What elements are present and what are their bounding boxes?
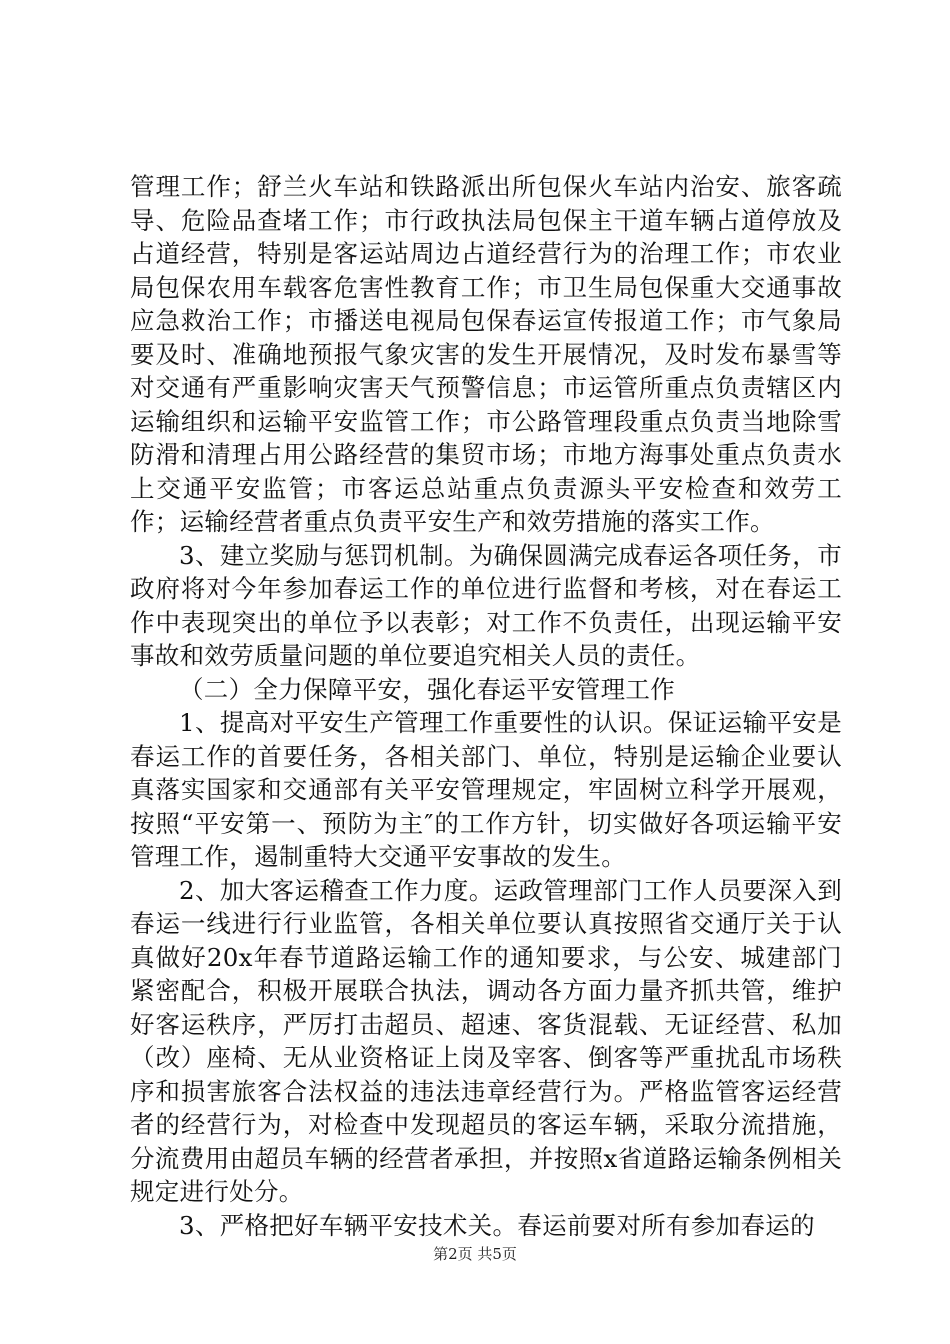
paragraph-inspection: 2、加大客运稽查工作力度。运政管理部门工作人员要深入到春运一线进行行业监管，各相关单位要认真按照省交通厅关于认真做好20x年春节道路运输工作的通知要求，与公安、城建部门紧密配合，积极开展联合执法，调动各方面力量齐抓共管，维护好客运秩序，严厉打击超员、超速、客货混载、无证经营、私加（改）座椅、无从业资格证上岗及宰客、倒客等严重扰乱市场秩序和损害旅客合法权益的违法违章经营行为。严格监管客运经营者的经营行为，对检查中发现超员的客运车辆，采取分流措施，分流费用由超员车辆的经营者承担，并按照x省道路运输条例相关规定进行处分。 — [130, 875, 842, 1206]
page-footer — [0, 1244, 950, 1264]
paragraph-reward-punishment: 3、建立奖励与惩罚机制。为确保圆满完成春运各项任务，市政府将对今年参加春运工作的单位进行监督和考核，对在春运工作中表现突出的单位予以表彰；对工作不负责任，出现运输平安事故和效劳质量问题的单位要追究相关人员的责任。 — [130, 540, 842, 670]
paragraph-safety-awareness: 1、提高对平安生产管理工作重要性的认识。保证运输平安是春运工作的首要任务，各相关部门、单位，特别是运输企业要认真落实国家和交通部有关平安管理规定，牢固树立科学开展观，按照“平安第一、预防为主″的工作方针，切实做好各项运输平安管理工作，遏制重特大交通平安事故的发生。 — [130, 708, 842, 871]
paragraph-vehicle-safety: 3、严格把好车辆平安技术关。春运前要对所有参加春运的 — [179, 1210, 815, 1240]
section-heading-safety: （二）全力保障平安，强化春运平安管理工作 — [179, 674, 675, 704]
paragraph-responsibilities: 管理工作；舒兰火车站和铁路派出所包保火车站内治安、旅客疏导、危险品查堵工作；市行政执法局包保主干道车辆占道停放及占道经营，特别是客运站周边占道经营行为的治理工作；市农业局包保农用车载客危害性教育工作；市卫生局包保重大交通事故应急救治工作；市播送电视局包保春运宣传报道工作；市气象局要及时、准确地预报气象灾害的发生开展情况，及时发布暴雪等对交通有严重影响灾害天气预警信息；市运管所重点负责辖区内运输组织和运输平安监管工作；市公路管理段重点负责当地除雪防滑和清理占用公路经营的集贸市场；市地方海事处重点负责水上交通平安监管；市客运总站重点负责源头平安检查和效劳工作；运输经营者重点负责平安生产和效劳措施的落实工作。 — [130, 172, 842, 536]
document-body — [130, 170, 842, 1242]
page-number-label: 第2页 共5页 — [433, 1245, 517, 1263]
